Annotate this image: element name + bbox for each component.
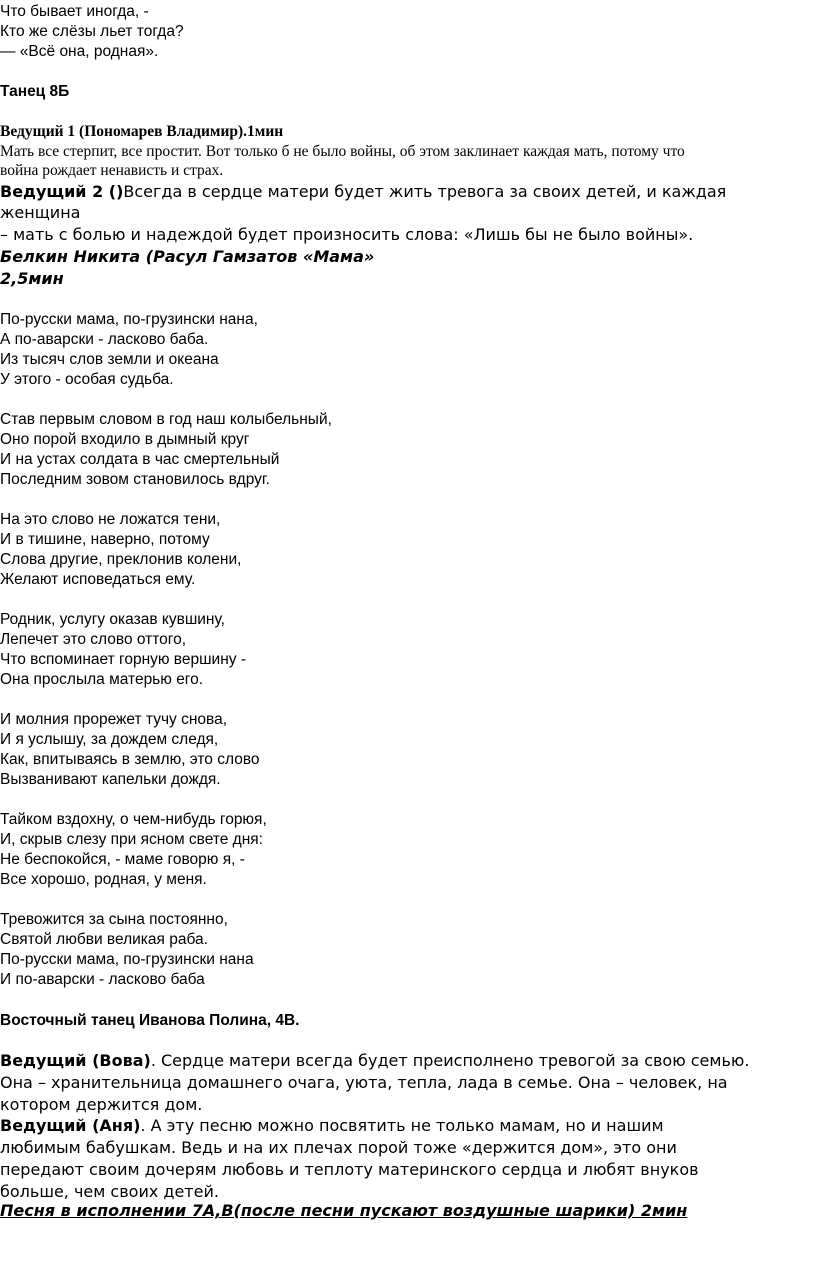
poem-line: Как, впитываясь в землю, это слово — [0, 751, 260, 768]
poem-line: По-русски мама, по-грузински нана — [0, 951, 254, 968]
host-vova-line — [0, 1050, 749, 1072]
host1-line: Мать все стерпит, все простит. Вот только б не было войны, об этом заклинает каждая мать, потому что — [0, 143, 685, 160]
poem-line: Что вспоминает горную вершину - — [0, 651, 246, 668]
poem-line: Святой любви великая раба. — [0, 931, 208, 948]
poem-line: На это слово не ложатся тени, — [0, 511, 221, 528]
host-anya-line — [0, 1115, 664, 1137]
intro-line: Кто же слёзы льет тогда? — [0, 23, 184, 40]
poem-line: И я услышу, за дождем следя, — [0, 731, 219, 748]
poem-line: Она прослыла матерью его. — [0, 671, 204, 688]
host-vova-text: . Сердце матери всегда будет преисполнено тревогой за свою семью. — [150, 1051, 750, 1070]
poem-line: И по-аварски - ласково баба — [0, 971, 205, 988]
poem-line: Слова другие, преклонив колени, — [0, 551, 242, 568]
poem-line: Тайком вздохну, о чем-нибудь горюя, — [0, 811, 267, 828]
host-anya-label: Ведущий (Аня) — [0, 1116, 141, 1135]
poem-line: А по-аварски - ласково баба. — [0, 331, 209, 348]
intro-line: Что бывает иногда, - — [0, 3, 149, 20]
poem-line: Из тысяч слов земли и океана — [0, 351, 219, 368]
host1-line: война рождает ненависть и страх. — [0, 162, 224, 179]
song-line: Песня в исполнении 7А,В(после песни пускают воздушные шарики) 2мин — [0, 1201, 688, 1220]
poem-line: По-русски мама, по-грузински нана, — [0, 311, 258, 328]
reader-name: Белкин Никита (Расул Гамзатов «Мама» — [0, 247, 375, 266]
host2-line: женщина — [0, 203, 81, 222]
poem-line: Став первым словом в год наш колыбельный, — [0, 411, 332, 428]
poem-line: У этого - особая судьба. — [0, 371, 174, 388]
eastern-dance-heading: Восточный танец Иванова Полина, 4В. — [0, 1012, 300, 1029]
dance-8b-heading: Танец 8Б — [0, 83, 70, 100]
poem-line: И молния прорежет тучу снова, — [0, 711, 227, 728]
poem-line: Оно порой входило в дымный круг — [0, 431, 250, 448]
host-anya-text: . А эту песню можно посвятить не только мамам, но и нашим — [140, 1116, 664, 1135]
intro-line: — «Всё она, родная». — [0, 43, 159, 60]
host2-label: Ведущий 2 () — [0, 182, 124, 201]
host-anya-line: передают своим дочерям любовь и теплоту материнского сердца и любят внуков — [0, 1160, 699, 1179]
poem-line: Последним зовом становилось вдруг. — [0, 471, 270, 488]
poem-line: Вызванивают капельки дождя. — [0, 771, 221, 788]
host2-line — [0, 181, 726, 203]
poem-line: Все хорошо, родная, у меня. — [0, 871, 207, 888]
poem-line: И в тишине, наверно, потому — [0, 531, 210, 548]
poem-line: И, скрыв слезу при ясном свете дня: — [0, 831, 263, 848]
host-anya-line: больше, чем своих детей. — [0, 1182, 219, 1201]
poem-line: Желают исповедаться ему. — [0, 571, 196, 588]
host-anya-line: любимым бабушкам. Ведь и на их плечах порой тоже «держится дом», это они — [0, 1138, 677, 1157]
poem-line: И на устах солдата в час смертельный — [0, 451, 280, 468]
host1-label: Ведущий 1 (Пономарев Владимир).1мин — [0, 123, 284, 140]
host-vova-line: Она – хранительница домашнего очага, уюта, тепла, лада в семье. Она – человек, на — [0, 1073, 728, 1092]
host2-line: – мать с болью и надеждой будет произносить слова: «Лишь бы не было войны». — [0, 225, 694, 244]
host-vova-line: котором держится дом. — [0, 1095, 203, 1114]
poem-line: Лепечет это слово оттого, — [0, 631, 187, 648]
host-vova-label: Ведущий (Вова) — [0, 1051, 151, 1070]
poem-line: Не беспокойся, - маме говорю я, - — [0, 851, 245, 868]
host2-text: Всегда в сердце матери будет жить тревога за своих детей, и каждая — [123, 182, 727, 201]
reader-duration: 2,5мин — [0, 269, 64, 288]
poem-line: Тревожится за сына постоянно, — [0, 911, 228, 928]
poem-line: Родник, услугу оказав кувшину, — [0, 611, 225, 628]
